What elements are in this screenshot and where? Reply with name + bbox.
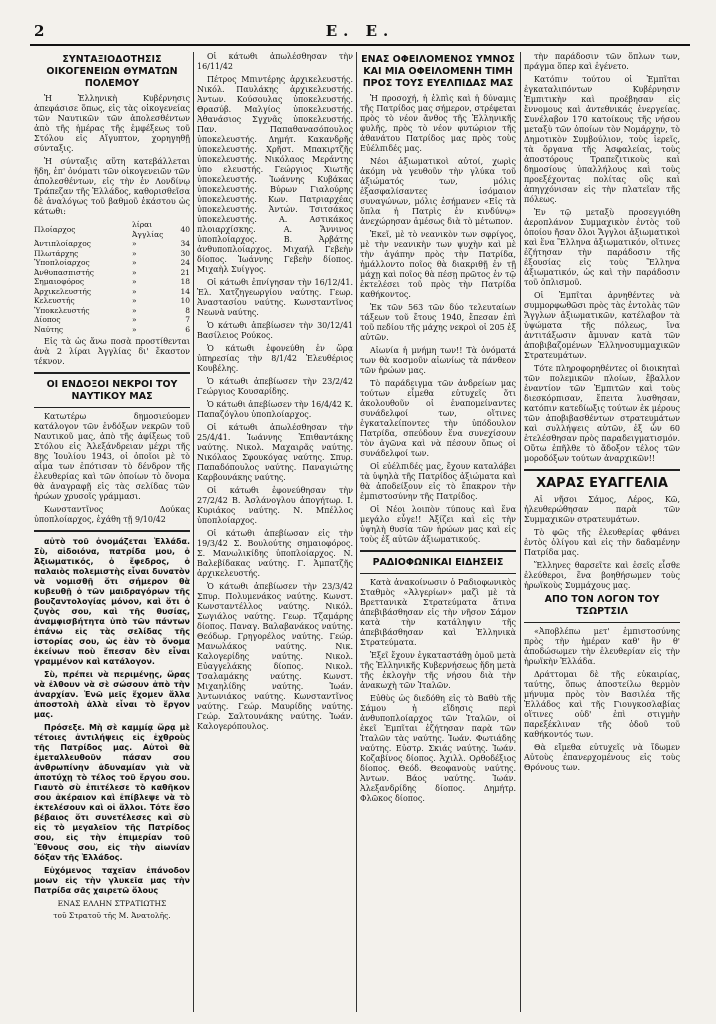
paragraph: Ὁ κάτωθι ἀπεβίωσεν τὴν 23/3/42 Σπυρ. Πολυμενάκος ναύτης. Κωνστ. Κωνσταντέλλος ναύτης. Νικόλ. Σωγιάλος ναύτης. Γεωρ. Τζαμάρης δίοπος. Παναγ. Βαλαβανάκος ναύτης. Θεόδωρ. Γρηγορέλος ναύτης. Γεώρ. Μανωλάκος ναύτης. Νικ. Καλογερίδης ναύτης. Νικολ. Εὐαγγελάκης δίοπος. Νικολ. Τσαλαμάκης ναύτης. Κωνστ. Μιχαηλίδης ναύτης. Ἰωάν. Ἀντωνιάκος ναύτης. Κωνσταντῖνος ναύτης. Γεώρ. Μαυρίδης ναύτης. Γεώρ. Σαλτουνάκης ναύτης. Ἰωάν. Καλογερόπουλος. xyxy=(197,582,353,731)
unit-cell: » xyxy=(132,305,137,315)
unit-cell: » xyxy=(132,239,137,248)
pension-row xyxy=(34,258,190,268)
pension-row xyxy=(34,325,190,335)
paragraph: Ὁ κάτωθι ἀπεβίωσεν τὴν 30/12/41 Βασίλειος Ρούκος. xyxy=(197,321,353,340)
amount-cell: 7 xyxy=(185,315,190,324)
paragraph: Οἱ κάτωθι ἐπνίγησαν τὴν 16/12/41. Ἐλ. Χατζηγεωργίου ναύτης. Γεωρ. Ἀναστασίου ναύτης. Κωνσταντῖνος Νεωνὰ ναύτης. xyxy=(197,278,353,317)
column-divider xyxy=(356,52,357,1012)
headline-good-news: ΧΑΡΑΣ ΕΥΑΓΓΕΛΙΑ xyxy=(536,476,668,491)
divider xyxy=(34,372,190,374)
paragraph: τὴν παράδοσιν τῶν ὅπλων των, πράγμα ὅπερ καὶ ἐγένετο. xyxy=(524,52,680,71)
pension-row xyxy=(34,296,190,306)
pension-row xyxy=(34,306,190,316)
paragraph: Αἰωνία ἡ μνήμη των!! Τὰ ὀνόματά των θὰ κοσμοῦν αἰωνίως τὰ πάνθεον τῶν ἡρώων μας. xyxy=(360,346,516,375)
amount-cell: 18 xyxy=(180,277,190,286)
paragraph: Οἱ κάτωθι ἀπωλέσθησαν τὴν 16/11/42 xyxy=(197,52,353,71)
paragraph: Θὰ εἴμεθα εὐτυχεῖς νὰ ἴδωμεν Αὐτοὺς ἐπανερχομένους εἰς τοὺς Θρόνους των. xyxy=(524,743,680,772)
paragraph: Τὸ παράδειγμα τῶν ἀνδρείων μας τούτων εἶμεθα εὐτυχεῖς ὅτι ἀκολουθοῦν οἱ ἐναπομείναντες συνάδελφοί των, οἵτινες ἐγκαταλείποντες τὴν ὑπόδουλον Πατρίδα, σπεύδουν ἕνα συνεχίσουν τὸν ἀγῶνα καὶ νὰ πέσουν ὅπως οἱ συνάδελφοί των. xyxy=(360,379,516,458)
paragraph: Πρόσεξε. Μὴ σὲ καμμίᾳ ὥρᾳ μὲ τέτοιες ἀντιλήψεις εἰς ἐχθροὺς τῆς Πατρίδος μας. Αὐτοὶ θὰ ἐμεταλλευθοῦν πάσαν σου ἀνθρωπίνην ἀδυναμίαν γιὰ νὰ ἀποτύχῃ τὸ τέλος τοῦ ἔργου σου. Γιαυτὸ σὺ ἐπιτέλεσε τὸ καθῆκον σου ἀκέραιον καὶ ἐπίβλεψε νὰ τὸ ἐκτελέσουν καὶ οἱ ἄλλοι. Τότε ἔσο βέβαιος ὅτι συνετέλεσες καὶ σὺ εἰς τὸ μεγαλεῖον τῆς Πατρίδος σου, εἰς τὴν ἐπιμερίαν τοῦ Ἔθνους σου, εἰς τὴν αἰωνίαν δόξαν τῆς Ἑλλάδος. xyxy=(34,723,190,862)
signature-affiliation: τοῦ Στρατοῦ τῆς Μ. Ἀνατολῆς. xyxy=(53,911,171,920)
unit-cell: » xyxy=(132,248,137,258)
amount-cell: 14 xyxy=(180,286,190,296)
paragraph: Κατωτέρω δημοσιεύομεν κατάλογον τῶν ἐνδόξων νεκρῶν τοῦ Ναυτικοῦ μας, ἀπὸ τῆς ἀφίξεως τοῦ Στόλου εἰς Ἀλεξάνδρειαν μέχρι τῆς 8ης Ἰουλίου 1943, οἱ ὁποῖοι μὲ τὸ αἷμα των ἐπότισαν τὸ δένδρον τῆς ἐλευθερίας καὶ τῶν ὁποίων τὸ ὄνομα θὰ ἀναγραφῇ εἰς τὰς σελίδας τῶν ἡρώων χρυσοῖς γράμμασι. xyxy=(34,412,190,501)
paragraph: Ἡ προσοχή, ἡ ἐλπὶς καὶ ἡ δύναμις τῆς Πατρίδος μας σήμερον, στρέφεται πρὸς τὸ νέον ἄνθος τῆς Ἑλληνικῆς φυλῆς, πρὸς τὸ νέον φυτώριον τῆς ἀθανάτου Πατρίδος μας πρὸς τοὺς Εὐέλπιδές μας. xyxy=(360,94,516,153)
headline-fallen-navy: ΟΙ ΕΝΔΟΞΟΙ ΝΕΚΡΟΙ ΤΟΥ ΝΑΥΤΙΚΟΥ ΜΑΣ xyxy=(46,379,178,402)
soldier-letter xyxy=(34,537,190,896)
paragraph: Κατὰ ἀνακοίνωσιν ὁ Ραδιοφωνικὸς Σταθμὸς «Ἀλγερίων» μαζὶ μὲ τὰ Βρεττανικὰ Στρατεύματα ἄτινα ἀπεβιβάσθησαν εἰς τὴν νῆσον Σάμον κατὰ τὴν κατάληψιν τῆς ἀπεβιβάσθησαν καὶ Ἑλληνικὰ Στρατεύματα. xyxy=(360,578,516,647)
column-1 xyxy=(34,52,190,921)
paragraph: Ὁ κάτωθι ἀπεβίωσεν τὴν 16/4/42 Κ. Παπαζόγλου ὑποπλοίαρχος. xyxy=(197,400,353,419)
paragraph: Σὺ, πρέπει νὰ περιμένῃς, ὥρας νὰ ἐλθουν νὰ σὲ σώσουν ἀπὸ τὴν ἀναρχίαν. Ἐνῶ μεῖς ἔχομεν ἄλλα ἀποστολὴ ἀλλὰ εἶναι τὸ ἔργον μας. xyxy=(34,670,190,719)
amount-cell: 40 xyxy=(180,224,190,234)
column-4 xyxy=(524,52,680,776)
paragraph: Οἱ Νέοι λοιπὸν τύπους καὶ ἕνα μεγάλο εὖγε!! Ἀξίζει καὶ εἰς τὴν ὑψηλὴ θυσία τῶν ἡρώων μας καὶ εἰς τοὺς ἐξ αὐτῶν ἀξιωματικούς. xyxy=(360,505,516,544)
amount-cell: 30 xyxy=(180,248,190,258)
amount-cell: 10 xyxy=(180,296,190,305)
paragraph: Αἱ νῆσοι Σάμος, Λέρος, Κῶ, ἠλευθερώθησαν παρὰ τῶν Συμμαχικῶν στρατευμάτων. xyxy=(524,495,680,524)
paragraph: Ὁ κάτωθι ἀπεβίωσεν τὴν 23/2/42 Γεώργιος Κουσαρίδης. xyxy=(197,377,353,396)
unit-cell: » xyxy=(132,324,137,334)
column-divider xyxy=(520,52,521,1012)
paragraph: Οἱ Ἐμπῖται ἀρνηθέντες νὰ συμμορφωθῶσι πρὸς τὰς ἐντολὰς τῶν Ἄγγλων ἀξιωματικῶν, κατέλαβον τὰ ὑψώματα τῆς πόλεως, ἵνα ἀντιτάξωσιν ἄμυναν κατὰ τῶν ἀποβιβαζομένων Ἑλληνοσυμμαχικῶν Στρατευμάτων. xyxy=(524,291,680,360)
unit-cell: » xyxy=(132,286,137,296)
paragraph: Ἡ σύνταξις αὕτη κατεβάλλεται ἤδη, ἐπ' ὀνόματι τῶν οἰκογενειῶν τῶν ἀπολεσθέντων, εἰς τὴν ἐν Λονδίνῳ Τράπεζαν τῆς Ἑλλάδος, καθορισθεῖσα δὲ ἀναλόγως τοῦ βαθμοῦ ἑκάστου ὡς κάτωθι: xyxy=(34,157,190,216)
pension-row xyxy=(34,277,190,287)
paragraph: Εἰς τὰ ὡς ἄνω ποσὰ προστίθενται ἀνὰ 2 λίραι Ἀγγλίας δι' ἕκαστον τέκνον. xyxy=(34,337,190,366)
rank-cell: Σημαιοφόρος xyxy=(34,277,85,286)
paragraph: Οἱ κάτωθι ἀπωλέσθησαν τὴν 25/4/41. Ἰωάννης Ἐπιθαντάκης ναύτης. Νικολ. Μαχαιρᾶς ναύτης. Νικόλαος Σφουκόγας ναύτης. Σπυρ. Παπαδόπουλος ναύτης. Παναγιώτης Καρβουνάκης ναύτης. xyxy=(197,423,353,482)
unit-cell: » xyxy=(132,267,137,277)
rank-cell: Δίοπος xyxy=(34,315,61,324)
rank-cell: Κελευστής xyxy=(34,296,75,305)
unit-cell: λίραι Ἀγγλίας xyxy=(132,220,164,239)
pension-row xyxy=(34,239,190,249)
divider xyxy=(34,407,190,408)
rank-cell: Ὑποπλοίαρχος xyxy=(34,258,90,267)
paragraph: Νέοι ἀξιωματικοὶ αὐτοί, χωρὶς ἀκόμη νὰ γευθοῦν τὴν γλύκα τοῦ ἀξιώματός των, μόλις ἐξασφαλίσαντες ἰσόμαιον συναγώνων, μόλις ἐσήμανεν «Εἰς τὰ ὅπλα ἡ Πατρὶς ἐν κινδύνῳ» ἀνεχώρησαν ἀμέσως διὰ τὸ μέτωπον. xyxy=(360,157,516,226)
amount-cell: 21 xyxy=(180,267,190,277)
rank-cell: Ἀνθυπασπιστής xyxy=(34,267,94,277)
rank-cell: Πλωτάρχης xyxy=(34,248,79,258)
signature: ΕΝΑΣ ΕΛΛΗΝ ΣΤΡΑΤΙΩΤΗΣ xyxy=(57,899,167,908)
paragraph: Ἐκεῖ, μὲ τὸ νεανικὸν των σφρίγος, μὲ τὴν νεανικὴν των ψυχὴν καὶ μὲ τὴν ἀγάπην πρὸς τὴν Πατρίδα, ἠμάλλοντο ποῖος θὰ διακριθῇ ἐν τῇ μάχῃ καὶ ποῖος θὰ πέσῃ πρῶτος ἐν τῷ ἐκτελέσει τοῦ πρὸς τὴν Πατρίδα καθήκοντος. xyxy=(360,230,516,299)
headline-radio-news: ΡΑΔΙΟΦΩΝΙΚΑΙ ΕΙΔΗΣΕΙΣ xyxy=(372,557,504,568)
rank-cell: Ἀρχικελευστής xyxy=(34,286,92,296)
amount-cell: 8 xyxy=(185,305,190,315)
paragraph: Εὐχόμενος ταχεῖαν ἐπάνοδον μοων εἰς τὴν γλυκεῖα μας τὴν Πατρίδα σᾶς χαιρετῶ ὅλους xyxy=(34,866,190,895)
pension-row xyxy=(34,268,190,278)
divider xyxy=(524,469,680,471)
headline-evelpides: ΕΝΑΣ ΟΦΕΙΛΟΜΕΝΟΣ ΥΜΝΟΣ ΚΑΙ ΜΙΑ ΟΦΕΙΛΟΜΕΝΗ ΤΙΜΗ ΠΡΟΣ ΤΟΥΣ ΕΥΕΛΠΙΔΑΣ ΜΑΣ xyxy=(361,54,515,89)
rank-cell: Πλοίαρχος xyxy=(34,224,76,234)
newspaper-title: Ε. Ε. xyxy=(325,22,395,40)
paragraph: Οἱ κάτωθι ἐφονεύθησαν τὴν 27/2/42 Β. Ἀσλάνογλου ἀπογήτωρ. Ι. Κυριάκος ναύτης. Ν. Μπέλλος ὑποπλοίαρχος. xyxy=(197,486,353,525)
paragraph: Πέτρος Μπιντέρης ἀρχικελευστής. Νικόλ. Παυλάκης ἀρχικελευστής. Ἀντων. Κούσουλας ὑποκελευστής. Θρασύβ. Μαλγίος ὑποκελευστής. Ἀθανάσιος Σγχνᾶς ὑποκελευστής. Παν. Παπαθανασόπουλος ὑποκελευστής. Δημήτ. Κακανδρῆς ὑποκελευστής. Χρῆστ. Μπακιρτζῆς ὑποκελευστής. Νικόλαος Μεράντης ὑπο ελευστής. Γεώργιος Χιωτῆς ὑποκελευστής. Ἰωάννης Κυβάκας ὑποκελευστής. Βύρων Γιαλούρης ὑποκελευστής. Κων. Πατριαρχέας ὑποκελευστής. Ἀντών. Τσιτσάκος ὑποκελευστής. Α. Αστικάκος πλοιαρχίσκης. Α. Ἄννινος ὑποπλοίαρχος. Β. Ἀρβάτης ἀνθυποπλοίαρχος. Μιχαήλ Γεβεὴν δίοπος. Ἰωάννης Γεβεὴν δίοπος. Μιχαὴλ Συίγγος. xyxy=(197,75,353,274)
column-divider xyxy=(193,52,194,1012)
headline-pensions: ΣΥΝΤΑΞΙΟΔΟΤΗΣΙΣ ΟΙΚΟΓΕΝΕΙΩΝ ΘΥΜΑΤΩΝ ΠΟΛΕΜΟΥ xyxy=(46,54,178,89)
paragraph: Ἐν τῷ μεταξὺ προσεγγιόθη ἀεροπλάνον Συμμαχικὸν ἐντὸς τοῦ ὁποίου ἤσαν ὄλοι Ἄγγλοι ἀξιωματικοὶ καὶ ἕνα Ἕλληνα ἀξιωματικόν, οἵτινες ἐζήτησαν τὴν παράδοσιν τῆς ἐξουσίας εἰς τοὺς Ἕλληνα ἀξιωματικόν, ὡς καὶ τὴν παράδοσιν τοῦ ὁπλισμοῦ. xyxy=(524,208,680,287)
rank-cell: Ἀντιπλοίαρχος xyxy=(34,239,91,248)
pension-row xyxy=(34,287,190,297)
divider xyxy=(524,622,680,623)
paragraph: Ἡ Ἑλληνικὴ Κυβέρνησις ἀπεφάσισε ὅπως, εἰς τὰς οἰκογενείας τῶν Ναυτικῶν τῶν ἀπολεσθέντων ἀπὸ τῆς ἡμέρας τῆς ἐμφέξεως τοῦ Στόλου εἰς Αἴγυπτον, χορηγηθῇ σύνταξις. xyxy=(34,94,190,153)
amount-cell: 24 xyxy=(180,258,190,267)
paragraph: Ἐξεῖ ἔχουν ἐγκαταστάθῃ ὁμοῦ μετὰ τῆς Ἑλληνικῆς Κυβερνήσεως ἤδη μετὰ τῆς ἐκλογὴν τῆς νήσου διὰ τὴν ἀνακωχὴ τῶν Ἰταλῶν. xyxy=(360,651,516,690)
divider xyxy=(34,530,190,532)
paragraph: Ἕλληνες θαρσεῖτε καὶ ἐσεῖς εἶσθε ἐλεύθεροι, ἕνα βοηθήσωμεν τοὺς ἡρωϊκοὺς Συμμάχους μας. xyxy=(524,561,680,590)
divider xyxy=(360,573,516,574)
paragraph: Δράττομαι δὲ τῆς εὐκαιρίας, ταύτης, ὅπως ἀποστείλω θερμὸν μήνυμα πρὸς τὸν Βασιλέα τῆς Ἑλλάδος καὶ τῆς Γιουγκοσλαβίας οἵτινες οὐδ' ἐπὶ στιγμὴν παρεξέκλιναν τῆς ὁδοῦ τοῦ καθήκοντός των. xyxy=(524,670,680,739)
paragraph: Κατόπιν τούτου οἱ Ἐμπῖται ἐγκαταλιπόντων Κυβέρνησιν Ἐμπιτικὴν καὶ προέβησαν εἰς ἔννομους καὶ ἀντεθνικάς ἐνεργείας. Συνέλαβον 170 κατοίκους τῆς νήσου μεταξὺ τῶν ὁποίων τὸν Νομάρχην, τὸ Δημοτικὸν Συμβούλιον, τοὺς ἰερεῖς, τὰ ὄργανα τῆς Ἀσφαλείας, τοὺς ἀποστόρους Τραπεζιτικοὺς καὶ δημοσίους ὑπαλλήλους καὶ τοὺς προεξέχοντας πολίτας οὓς καὶ ἀπηγχόνισαν εἰς τὴν πλατεῖαν τῆς πόλεως. xyxy=(524,75,680,204)
divider xyxy=(360,550,516,552)
paragraph: Ἐκ τῶν 563 τῶν δύο τελευταίων τάξεων τοῦ ἔτους 1940, ἔπεσαν ἐπὶ τοῦ πεδίου τῆς μάχης νεκροὶ οἱ 205 ἐξ αὐτῶν. xyxy=(360,303,516,342)
rank-cell: Ὑποκελευστής xyxy=(34,305,90,315)
paragraph: Τὸ φῶς τῆς ἐλευθερίας φθάνει ἐντὸς ὀλίγου καὶ εἰς τὴν δαδαμένην Πατρίδα μας. xyxy=(524,528,680,557)
page-number: 2 xyxy=(34,22,45,40)
paragraph: Οἱ κάτωθι ἀπεβίωσαν εἰς τὴν 19/3/42 Σ. Βουλούτης σημαιοφόρος. Σ. Μανωλικίδης ὑποπλοίαρχος. Ν. Βαλεβίδακας ναύτης. Γ. Ἀμπατζῆς ἀρχικελευστής. xyxy=(197,529,353,578)
unit-cell: » xyxy=(132,277,137,286)
column-3 xyxy=(360,52,516,807)
unit-cell: » xyxy=(132,296,137,305)
masthead xyxy=(30,22,690,44)
paragraph: αὐτὸ τοῦ ὀνομάζεται Ἑλλάδα. Σὺ, αἰδοιόνα, πατρίδα μου, ὁ Ἀξιωματικός, ὁ ἔφεδρος, ὁ παλαιὸς πολεμιστὴς εἶναι δυνατὸν νὰ νομισθῇ ὅτι σήμερον θὰ κυβευθῇ ὁ τῶν μαιδραγόρων τῆς βουζαντολογίας μόνον, καὶ ὅτι ὁ ζυγὸς σου, καὶ τῆς θυσίας, ἀναμφισβήτητα ὑπὸ τῶν πάντων ἐπάνω εἰς τὰς σελίδας τῆς ἱστορίας σου, ὡς ἐὰν τὸ ὄνομα ἐκείνων ποὺ ἔπεσαν δὲν εἶναι γραμμένον καὶ κατάλογον. xyxy=(34,537,190,666)
unit-cell: » xyxy=(132,258,137,267)
paragraph: Τότε πληροφορηθέντες οἱ διοικηταὶ τῶν πολεμικῶν πλοίων, ἔβαλλον ἐναντίον τῶν Ἐμπιτῶν καὶ τοὺς διεσκόρπισαν, ἔπειτα λυσθησαν, κατόπιν κατεδίωξις τούτων ἐκ μέρους τῶν ἀποβιβασθέντων στρατευμάτων καὶ συλλήψεις αὐτῶν, ἐξ ὧν 60 ἐτελέσθησαν πρὸς παραδειγματισμόν. Οὕτω ἐπῆλθε τὸ ἄδοξον τέλος τῶν μοροδόξων τούτων ἀναρχικῶν!! xyxy=(524,364,680,463)
amount-cell: 6 xyxy=(185,324,190,334)
rank-cell: Ναύτης xyxy=(34,324,64,334)
header-rule xyxy=(30,44,690,46)
paragraph: Οἱ εὐέλπιδές μας, ἔχουν καταλάβει τὰ ὑψηλὰ τῆς Πατρίδος ἀξιώματα καὶ θὰ ἀποδείξουν εἰς τὸ ἔπακρον τὴν ἐμπιστοσύνην τῆς Πατρίδος. xyxy=(360,462,516,501)
pension-row xyxy=(34,220,190,239)
paragraph: Κωνσταντῖνος Δούκας ὑποπλοίαρχος, ἐχάθη τῇ 9/10/42 xyxy=(34,505,190,524)
headline-churchill: ΑΠΟ ΤΟΝ ΛΟΓΟΝ ΤΟΥ ΤΣΩΡΤΣΙΛ xyxy=(544,594,660,617)
paragraph: Ὁ κάτωθι ἐφονεύθη ἐν ὥρᾳ ὑπηρεσίας τὴν 8/1/42 Ἐλευθέριος Κουβέλης. xyxy=(197,344,353,373)
column-2 xyxy=(197,52,353,735)
unit-cell: » xyxy=(132,315,137,324)
paragraph: Εὐθὺς ὡς διεδόθη εἰς τὸ Βαθὺ τῆς Σάμου ἡ εἴδησις περὶ ἀνθυποπλοίαρχος τῶν Ἰταλῶν, οἱ ἐκεῖ Ἐμπῖται ἐζήτησαν παρὰ τῶν Ἰταλῶν τὰς ναύτης. Ἰωάν. Φωτιάδης ναύτης. Εὐστρ. Σκιάς ναύτης. Ἰωάν. Κοζαβίνος δίοπος. Ἀχιλλ. Ορθοδέξιος δίοπος. Θεόδ. Θεοφανοὺς ναύτης. Ἀντων. Βάος ναύτης. Ἰωάν. Ἀλεξανδρίδης δίοπος. Δημήτρ. Φλῶκος δίοπος. xyxy=(360,694,516,803)
amount-cell: 34 xyxy=(180,239,190,248)
pension-table xyxy=(34,220,190,334)
pension-row xyxy=(34,249,190,259)
pension-row xyxy=(34,315,190,325)
paragraph: «Ἀποβλέπω μετ' ἐμπιστοσύνης πρὸς τὴν ἡμέραν καθ' ἣν θ' ἀποδώσωμεν τὴν ἐλευθερίαν εἰς τὴν ἡρωϊκὴν Ἑλλάδα. xyxy=(524,627,680,666)
